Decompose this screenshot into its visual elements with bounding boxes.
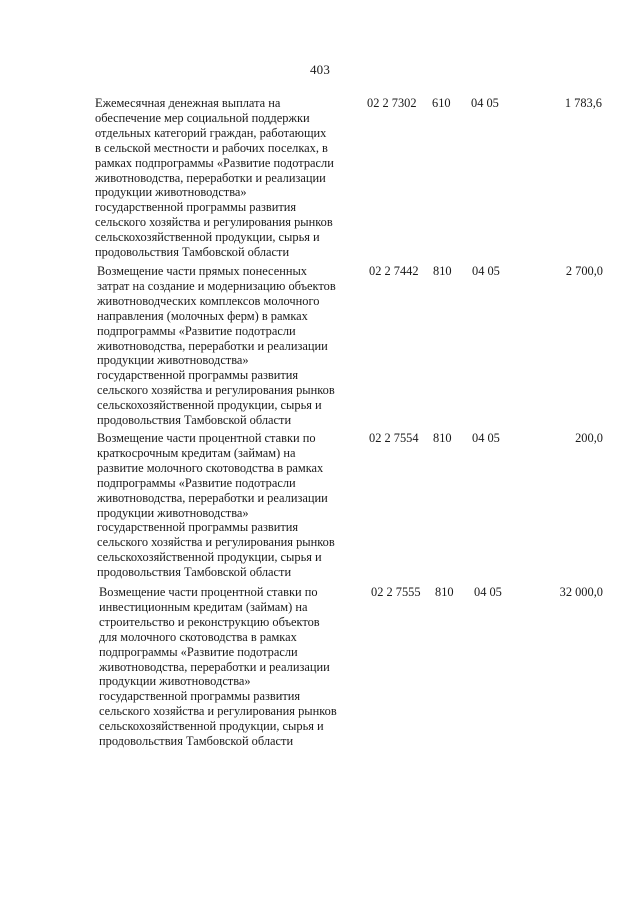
page-number: 403 <box>309 62 331 77</box>
section-code: 04 05 <box>474 585 502 599</box>
section-code: 04 05 <box>471 96 499 110</box>
amount-value: 200,0 <box>575 431 603 445</box>
table-row <box>0 96 640 260</box>
target-article-code: 02 2 7302 <box>367 96 417 110</box>
row-description: Возмещение части прямых понесенных затрат на создание и модернизацию объектов животноводческих комплексов молочного направления (молочных ферм) в рамках подпрограммы «Развитие подотрасли животноводства, переработки и реализации продукции животноводства» государственной программы развития сельского хозяйства и регулирования рынков сельскохозяйственной продукции, сырья и продовольствия Тамбовской области <box>97 264 336 428</box>
amount-value: 2 700,0 <box>565 264 603 278</box>
target-article-code: 02 2 7554 <box>369 431 419 445</box>
row-description: Возмещение части процентной ставки по краткосрочным кредитам (займам) на развитие молочного скотоводства в рамках подпрограммы «Развитие подотрасли животноводства, переработки и реализации продукции животноводства» государственной программы развития сельского хозяйства и регулирования рынков сельскохозяйственной продукции, сырья и продовольствия Тамбовской области <box>97 431 335 580</box>
expense-type-code: 810 <box>433 264 452 278</box>
section-code: 04 05 <box>472 264 500 278</box>
table-row <box>0 264 640 428</box>
amount-value: 1 783,6 <box>564 96 602 110</box>
target-article-code: 02 2 7555 <box>371 585 421 599</box>
amount-value: 32 000,0 <box>559 585 603 599</box>
table-row <box>0 431 640 591</box>
target-article-code: 02 2 7442 <box>369 264 419 278</box>
expense-type-code: 610 <box>432 96 451 110</box>
row-description: Ежемесячная денежная выплата на обеспечение мер социальной поддержки отдельных категорий граждан, работающих в сельской местности и рабочих поселках, в рамках подпрограммы «Развитие подотрасли животноводства, переработки и реализации продукции животноводства» государственной программы развития сельского хозяйства и регулирования рынков сельскохозяйственной продукции, сырья и продовольствия Тамбовской области <box>95 96 334 260</box>
expense-type-code: 810 <box>435 585 454 599</box>
row-description: Возмещение части процентной ставки по инвестиционным кредитам (займам) на строительство и реконструкцию объектов для молочного скотоводства в рамках подпрограммы «Развитие подотрасли животноводства, переработки и реализации продукции животноводства» государственной программы развития сельского хозяйства и регулирования рынков сельскохозяйственной продукции, сырья и продовольствия Тамбовской области <box>99 585 337 749</box>
expense-type-code: 810 <box>433 431 452 445</box>
section-code: 04 05 <box>472 431 500 445</box>
table-row <box>0 585 640 749</box>
